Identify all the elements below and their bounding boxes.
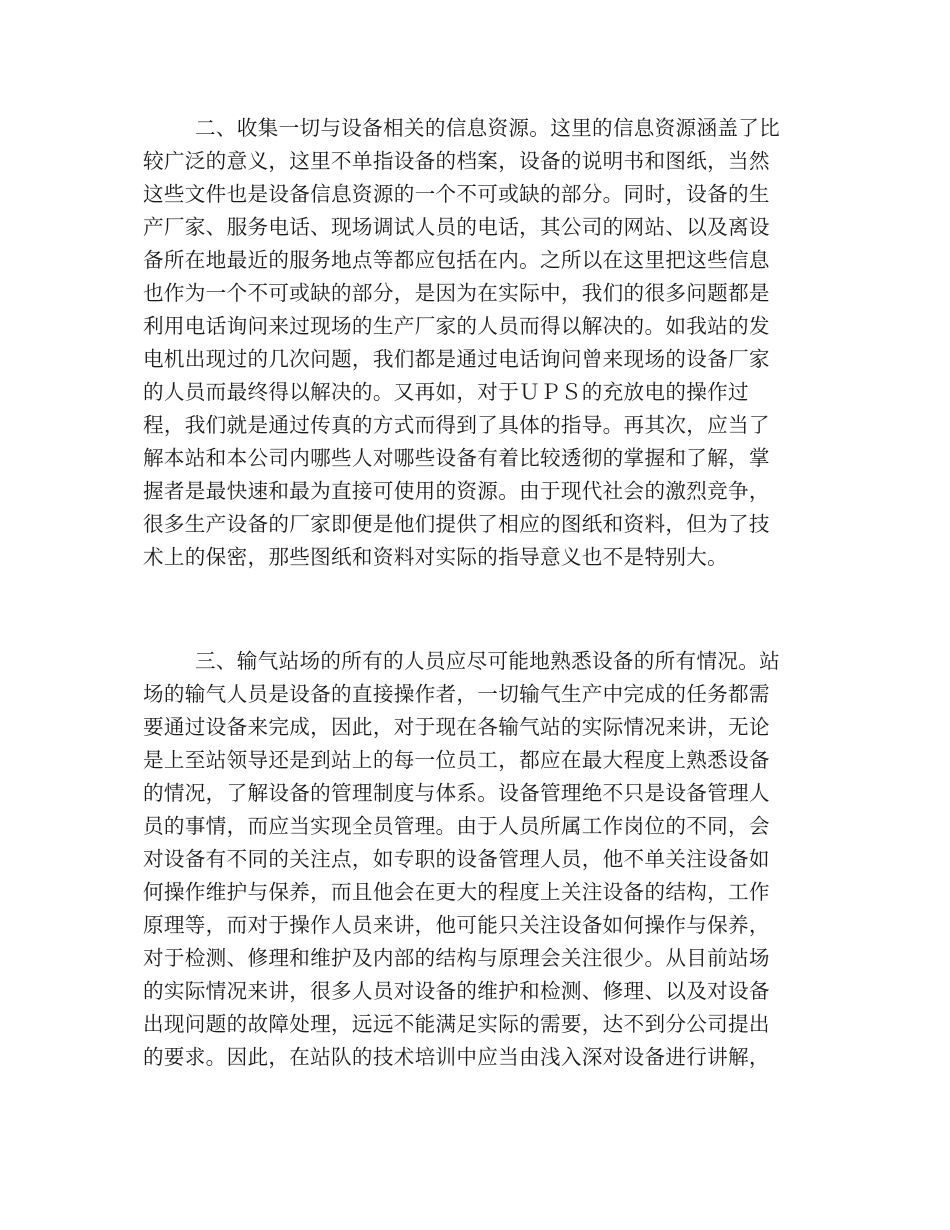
text-line: 术上的保密，那些图纸和资料对实际的指导意义也不是特别大。	[143, 545, 729, 569]
text-line: 程，我们就是通过传真的方式而得到了具体的指导。再其次，应当了	[143, 413, 770, 437]
text-line: 产厂家、服务电话、现场调试人员的电话，其公司的网站、以及离设	[143, 215, 770, 239]
text-line: 的人员而最终得以解决的。又再如，对于ＵＰＳ的充放电的操作过	[143, 380, 749, 404]
text-line: 对设备有不同的关注点，如专职的设备管理人员，他不单关注设备如	[143, 847, 770, 871]
text-line: 的实际情况来讲，很多人员对设备的维护和检测、修理、以及对设备	[143, 979, 770, 1003]
text-line: 解本站和本公司内哪些人对哪些设备有着比较透彻的掌握和了解，掌	[143, 446, 770, 470]
text-line: 员的事情，而应当实现全员管理。由于人员所属工作岗位的不同，会	[143, 814, 770, 838]
text-line: 也作为一个不可或缺的部分，是因为在实际中，我们的很多问题都是	[143, 281, 770, 305]
text-line: 的情况，了解设备的管理制度与体系。设备管理绝不只是设备管理人	[143, 781, 770, 805]
text-line: 是上至站领导还是到站上的每一位员工，都应在最大程度上熟悉设备	[143, 748, 770, 772]
text-line: 利用电话询问来过现场的生产厂家的人员而得以解决的。如我站的发	[143, 314, 770, 338]
text-line: 这些文件也是设备信息资源的一个不可或缺的部分。同时，设备的生	[143, 182, 770, 206]
text-line: 较广泛的意义，这里不单指设备的档案，设备的说明书和图纸，当然	[143, 149, 770, 173]
text-line: 备所在地最近的服务地点等都应包括在内。之所以在这里把这些信息	[143, 248, 770, 272]
text-line: 的要求。因此，在站队的技术培训中应当由浅入深对设备进行讲解，	[143, 1045, 770, 1069]
text-line: 很多生产设备的厂家即便是他们提供了相应的图纸和资料，但为了技	[143, 512, 770, 536]
text-line: 握者是最快速和最为直接可使用的资源。由于现代社会的激烈竞争，	[143, 479, 770, 503]
text-line: 二、收集一切与设备相关的信息资源。这里的信息资源涵盖了比	[195, 116, 781, 140]
text-line: 对于检测、修理和维护及内部的结构与原理会关注很少。从目前站场	[143, 946, 770, 970]
text-line: 三、输气站场的所有的人员应尽可能地熟悉设备的所有情况。站	[195, 649, 781, 673]
text-line: 何操作维护与保养，而且他会在更大的程度上关注设备的结构，工作	[143, 880, 770, 904]
text-line: 原理等，而对于操作人员来讲，他可能只关注设备如何操作与保养，	[143, 913, 770, 937]
text-line: 要通过设备来完成，因此，对于现在各输气站的实际情况来讲，无论	[143, 715, 770, 739]
text-line: 场的输气人员是设备的直接操作者，一切输气生产中完成的任务都需	[143, 682, 770, 706]
text-line: 出现问题的故障处理，远远不能满足实际的需要，达不到分公司提出	[143, 1012, 770, 1036]
text-line: 电机出现过的几次问题，我们都是通过电话询问曾来现场的设备厂家	[143, 347, 770, 371]
